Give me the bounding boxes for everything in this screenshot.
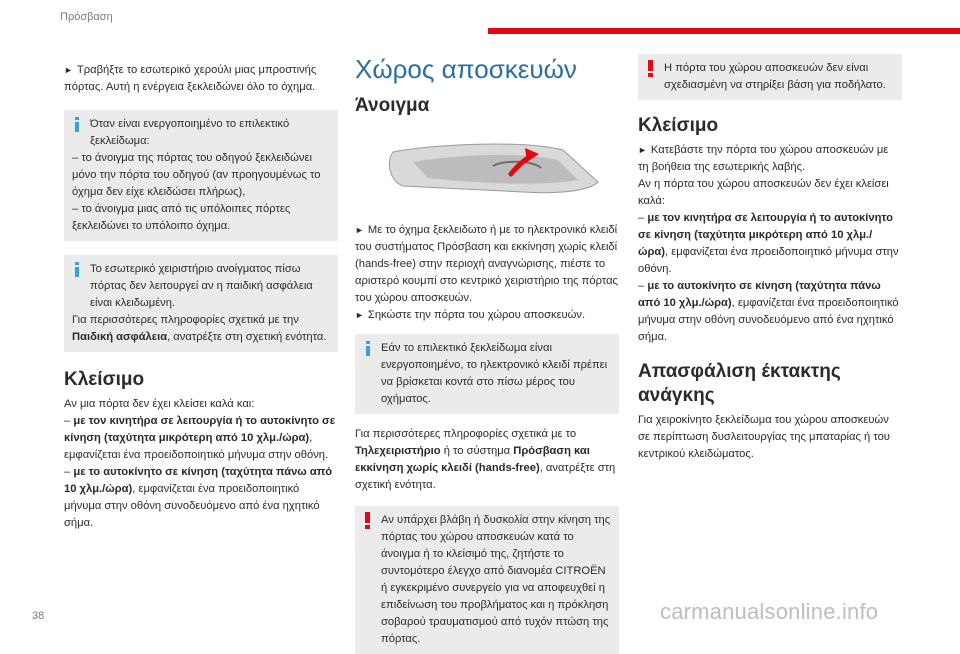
info-note-selective-unlock: Όταν είναι ενεργοποιημένο το επιλεκτικό ξεκλείδωμα: – το άνοιγμα της πόρτας του οδηγού ξεκλειδώνει μόνο την πόρτα του οδηγού (αν προηγουμένως το όχημα δεν είχε κλειδώσει πλήρως), – το άνοιγμα μιας από τις υπόλοιπες πόρτες ξεκλειδώνει το υπόλοιπο όχημα.: [64, 110, 338, 241]
more-info-paragraph: Για περισσότερες πληροφορίες σχετικά με το Τηλεχειριστήριο ή το σύστημα Πρόσβαση και εκκίνηση χωρίς κλειδί (hands-free), ανατρέξτε στη σχετική ενότητα.: [355, 428, 616, 491]
tailgate-illustration: [373, 134, 613, 214]
column-left: ► Τραβήξτε το εσωτερικό χερούλι μιας μπροστινής πόρτας. Αυτή η ενέργεια ξεκλειδώνει όλο το όχημα. Όταν είναι ενεργοποιημένο το επιλεκτικό ξεκλείδωμα: – το άνοιγμα της πόρτας του οδηγού ξεκλειδώνει μόνο την πόρτα του οδηγού (αν προηγουμένως το όχημα δεν είχε κλειδώσει πλήρως), – το άνοιγμα μιας από τις υπόλοιπες πόρτες ξεκλειδώνει το υπόλοιπο όχημα. Το εσωτερικό χειριστήριο ανοίγματος πίσω πόρτας δεν λειτουργεί αν η παιδική ασφάλεια είναι κλειδωμένη. Για περισσότερες πληροφορίες σχετικά με την Παιδική ασφάλεια, ανατρέξτε στη σχετική ενότητα. Κλείσιμο Αν μια πόρτα δεν έχει κλείσει καλά και: – με τον κινητήρα σε λειτουργία ή το αυτοκίνητο σε κίνηση (ταχύτητα μικρότερη από 10 χλμ./ώρα), εμφανίζεται ένα προειδοποιητικό μήνυμα στην οθόνη. – με το αυτοκίνητο σε κίνηση (ταχύτητα πάνω από 10 χλμ./ώρα), εμφανίζεται ένα προειδοποιητικό μήνυμα στην οθόνη συνοδευόμενο από ένα ηχητικό σήμα.: [64, 62, 338, 532]
opening-step-2: ► Σηκώστε την πόρτα του χώρου αποσκευών.: [355, 309, 586, 321]
info-icon: [70, 116, 84, 132]
page-number: 38: [32, 610, 45, 622]
arrow-icon: ►: [355, 310, 364, 320]
warning-icon: [361, 512, 375, 528]
header-accent-bar: [488, 28, 960, 34]
column-middle: [355, 54, 619, 654]
closing-step: ► Κατεβάστε την πόρτα του χώρου αποσκευών με τη βοήθεια της εσωτερικής λαβής.: [638, 144, 889, 173]
column-right: Η πόρτα του χώρου αποσκευών δεν είναι σχεδιασμένη να στηρίξει βάση για ποδήλατο. Κλείσιμο ► Κατεβάστε την πόρτα του χώρου αποσκευών με τη βοήθεια της εσωτερικής λαβής. Αν η πόρτα του χώρου αποσκευών δεν έχει κλείσει καλά: – με τον κινητήρα σε λειτουργία ή το αυτοκίνητο σε κίνηση (ταχύτητα μικρότερη από 10 χλμ./ώρα), εμφανίζεται ένα προειδοποιητικό μήνυμα στην οθόνη. – με το αυτοκίνητο σε κίνηση (ταχύτητα πάνω από 10 χλμ./ώρα), εμφανίζεται ένα προειδοποιητικό μήνυμα στην οθόνη συνοδευόμενο από ένα ηχητικό σήμα. Απασφάλιση έκτακτης ανάγκης Για χειροκίνητο ξεκλείδωμα του χώρου αποσκευών σε περίπτωση δυσλειτουργίας της μπαταρίας ή του κεντρικού κλειδώματος.: [638, 54, 902, 463]
child-safety-link-text: Παιδική ασφάλεια: [72, 331, 168, 343]
info-note-selective: Εάν το επιλεκτικό ξεκλείδωμα είναι ενεργοποιημένο, το ηλεκτρονικό κλειδί πρέπει να βρίσκεται κοντά στο πίσω μέρος του οχήματος.: [355, 334, 619, 414]
info-note-child-lock: Το εσωτερικό χειριστήριο ανοίγματος πίσω πόρτας δεν λειτουργεί αν η παιδική ασφάλεια είναι κλειδωμένη. Για περισσότερες πληροφορίες σχετικά με την Παιδική ασφάλεια, ανατρέξτε στη σχετική ενότητα.: [64, 255, 338, 352]
arrow-icon: ►: [355, 225, 364, 235]
tailgate-bullet-2: – με το αυτοκίνητο σε κίνηση (ταχύτητα πάνω από 10 χλμ./ώρα), εμφανίζεται ένα προειδοποιητικό μήνυμα στην οθόνη συνοδευόμενο από ένα ηχητικό σήμα.: [638, 280, 899, 343]
arrow-icon: ►: [638, 145, 647, 155]
arrow-icon: ►: [64, 65, 73, 75]
opening-step-1: ► Με το όχημα ξεκλειδωτο ή με το ηλεκτρονικό κλειδί του συστήματος Πρόσβαση και εκκίνηση χωρίς κλειδί (hands-free) στην περιοχή αναγνώρισης, πιέστε το αριστερό κουμπί στο κεντρικό χειριστήριο της πόρτας του χώρου αποσκευών.: [355, 224, 618, 304]
tailgate-bullet-1: – με τον κινητήρα σε λειτουργία ή το αυτοκίνητο σε κίνηση (ταχύτητα μικρότερη από 10 χλμ./ώρα), εμφανίζεται ένα προειδοποιητικό μήνυμα στην οθόνη.: [638, 212, 899, 275]
info-icon: [361, 340, 375, 356]
opening-heading: Άνοιγμα: [355, 95, 430, 116]
closing-bullet-1: – με τον κινητήρα σε λειτουργία ή το αυτοκίνητο σε κίνηση (ταχύτητα μικρότερη από 10 χλμ./ώρα), εμφανίζεται ένα προειδοποιητικό μήνυμα στην οθόνη.: [64, 415, 336, 461]
closing-heading: Κλείσιμο: [64, 369, 145, 390]
tailgate-handle-image: [373, 134, 613, 214]
section-label: Πρόσβαση: [60, 11, 113, 23]
tailgate-closing-heading: Κλείσιμο: [638, 115, 719, 136]
emergency-unlock-heading: Απασφάλιση έκτακτης ανάγκης: [638, 361, 841, 406]
intro-paragraph: ► Τραβήξτε το εσωτερικό χερούλι μιας μπροστινής πόρτας. Αυτή η ενέργεια ξεκλειδώνει όλο το όχημα.: [64, 64, 317, 93]
warning-note-bike-rack: Η πόρτα του χώρου αποσκευών δεν είναι σχεδιασμένη να στηρίξει βάση για ποδήλατο.: [638, 54, 902, 100]
warning-note-malfunction: Αν υπάρχει βλάβη ή δυσκολία στην κίνηση της πόρτας του χώρου αποσκευών κατά το άνοιγμα ή το κλείσιμό της, ζητήστε το συντομότερο έλεγχο από διανομέα CITROËN ή εγκεκριμένο συνεργείο για να αποφευχθεί η επιδείνωση του προβλήματος και η πρόκληση σοβαρού τραυματισμού από τυχόν πτώση της πόρτας.: [355, 506, 619, 654]
closing-bullet-2: – με το αυτοκίνητο σε κίνηση (ταχύτητα πάνω από 10 χλμ./ώρα), εμφανίζεται ένα προειδοποιητικό μήνυμα στην οθόνη συνοδευόμενο από ένα ηχητικό σήμα.: [64, 466, 333, 529]
warning-icon: [644, 60, 658, 76]
watermark: carmanualsonline.info: [660, 599, 879, 624]
info-icon: [70, 261, 84, 277]
page-title: Χώρος αποσκευών: [355, 54, 577, 84]
